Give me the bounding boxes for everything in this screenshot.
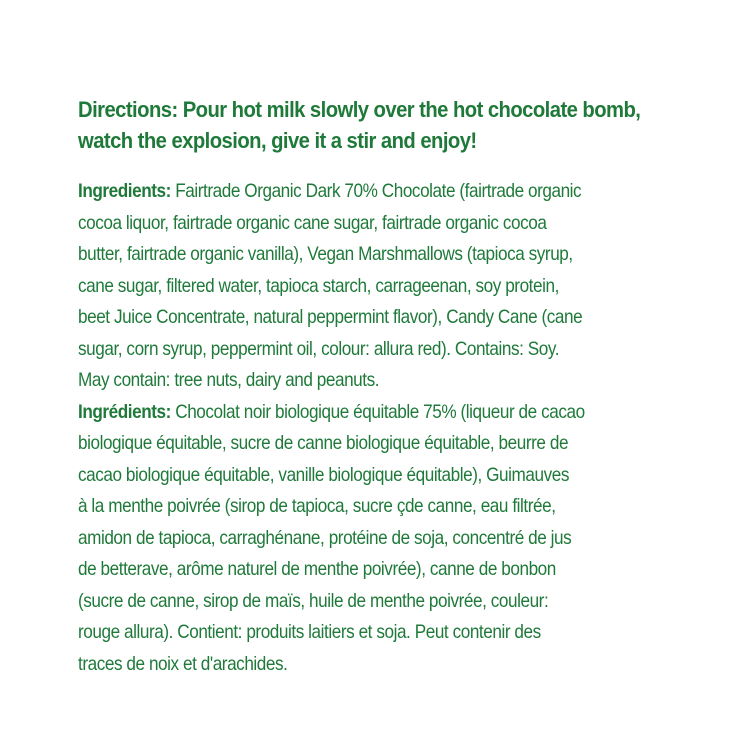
ingredients-fr-line-3: cacao biologique équitable, vanille biologique équitable), Guimauves bbox=[78, 463, 569, 486]
ingredients-en-line-5: beet Juice Concentrate, natural peppermint flavor), Candy Cane (cane bbox=[78, 306, 583, 328]
directions-text: Pour hot milk slowly over the hot chocolate bomb, bbox=[177, 97, 641, 122]
directions-section bbox=[78, 94, 685, 156]
directions-line-2: watch the explosion, give it a stir and enjoy! bbox=[78, 128, 477, 153]
ingredients-en-line-3: butter, fairtrade organic vanilla), Vegan Marshmallows (tapioca syrup, bbox=[78, 243, 573, 265]
directions-line-1 bbox=[78, 94, 685, 125]
ingredients-fr-line-5: amidon de tapioca, carraghénane, protéine de soja, concentré de jus bbox=[78, 526, 572, 549]
ingredients-fr-label: Ingrédients: bbox=[78, 400, 171, 423]
ingredients-en-line-1 bbox=[78, 176, 694, 208]
ingredients-fr-line-1 bbox=[78, 397, 694, 429]
ingredients-fr-line-6: de betterave, arôme naturel de menthe poivrée), canne de bonbon bbox=[78, 558, 556, 580]
ingredients-fr-line-9: traces de noix et d'arachides. bbox=[78, 652, 288, 675]
ingredients-en-line-2: cocoa liquor, fairtrade organic cane sugar, fairtrade organic cocoa bbox=[78, 211, 547, 234]
ingredients-fr-line-4: à la menthe poivrée (sirop de tapioca, sucre çde canne, eau filtrée, bbox=[78, 495, 556, 517]
ingredients-fr-text: Chocolat noir biologique équitable 75% (liqueur de cacao bbox=[170, 400, 585, 423]
ingredients-english-section bbox=[78, 176, 694, 397]
ingredients-en-line-6: sugar, corn syrup, peppermint oil, colour: allura red). Contains: Soy. bbox=[78, 337, 560, 360]
directions-label: Directions: bbox=[78, 97, 178, 122]
ingredients-fr-line-8: rouge allura). Contient: produits laitiers et soja. Peut contenir des bbox=[78, 621, 541, 643]
ingredients-fr-line-2: biologique équitable, sucre de canne biologique équitable, beurre de bbox=[78, 432, 569, 454]
ingredients-fr-line-7: (sucre de canne, sirop de maïs, huile de menthe poivrée, couleur: bbox=[78, 589, 549, 612]
label-text-panel bbox=[78, 94, 698, 680]
ingredients-en-label: Ingredients: bbox=[78, 180, 171, 202]
ingredients-en-text: Fairtrade Organic Dark 70% Chocolate (fairtrade organic bbox=[170, 180, 582, 202]
ingredients-en-line-4: cane sugar, filtered water, tapioca starch, carrageenan, soy protein, bbox=[78, 274, 559, 297]
ingredients-french-section bbox=[78, 397, 694, 681]
ingredients-en-line-7: May contain: tree nuts, dairy and peanuts. bbox=[78, 369, 380, 391]
